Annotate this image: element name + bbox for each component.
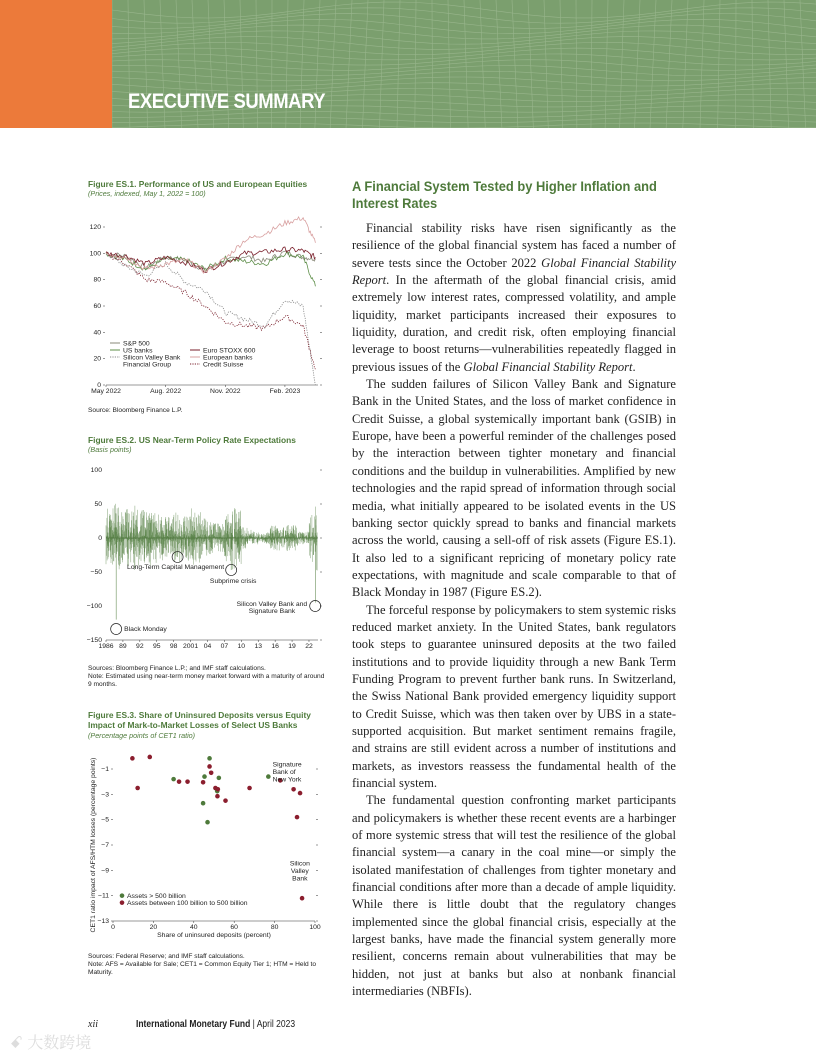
mesh-line [605, 0, 608, 128]
x-tick-label: 100 [309, 924, 321, 931]
figure-es3-note: Note: AFS = Available for Sale; CET1 = Common Equity Tier 1; HTM = Held to Maturity. [88, 961, 317, 977]
publication-date: April 2023 [256, 1019, 296, 1030]
x-tick-label: 98 [169, 643, 178, 650]
mesh-line [768, 0, 771, 128]
figure-es2-chart [88, 462, 328, 657]
figure-es2-source: Sources: Bloomberg Finance L.P.; and IMF staff calculations. [88, 665, 266, 672]
x-tick-label: 19 [288, 643, 296, 650]
mesh-line [415, 0, 416, 128]
annotation-label: Black Monday [124, 626, 167, 633]
annotation-label: Silicon [289, 860, 310, 868]
legend-label: US banks [123, 347, 153, 355]
page-number: xii [88, 1019, 98, 1030]
x-tick-label: 89 [119, 643, 127, 650]
x-tick-label: Nov. 2022 [210, 388, 241, 395]
text-run: Financial stability risks have risen significantly as the resilience of the global financial system has faced a number of severe tests since the October 2022 [352, 221, 676, 270]
y-tick-label: −50 [90, 569, 102, 576]
annotation-label: Subprime crisis [209, 577, 257, 585]
separator: | [252, 1019, 255, 1030]
x-tick-label: 10 [237, 643, 246, 650]
mesh-line [666, 0, 672, 128]
legend-label: Assets between 100 billion to 500 billion [127, 899, 248, 907]
legend-label: Assets > 500 billion [127, 892, 186, 900]
mesh-line [112, 71, 816, 81]
data-point [205, 820, 210, 825]
rate-change-bars [106, 504, 317, 571]
legend-marker [120, 900, 125, 905]
data-point [223, 798, 228, 803]
y-tick-label: 40 [93, 329, 101, 337]
header-orange-block [0, 0, 112, 128]
legend-label: Credit Suisse [203, 361, 244, 369]
annotation-label: Silicon Valley Bank and [236, 601, 308, 608]
y-tick-label: 120 [89, 224, 101, 231]
mesh-line [112, 25, 816, 39]
y-tick-label: 80 [93, 276, 101, 284]
report-title: Global Financial Stability Report [463, 359, 633, 374]
x-tick-label: 0 [111, 924, 115, 931]
mesh-line [718, 0, 720, 128]
data-point [266, 774, 271, 779]
mesh-line [480, 0, 485, 128]
y-tick-label: 100 [89, 250, 101, 258]
figure-es3-chart [88, 752, 328, 952]
section-title: EXECUTIVE SUMMARY [128, 90, 326, 113]
y-tick-label: −11 [97, 892, 109, 900]
mesh-line [560, 0, 563, 128]
data-point [202, 774, 207, 779]
x-tick-label: 60 [230, 924, 238, 931]
figure-es1-source: Source: Bloomberg Finance L.P. [88, 407, 183, 414]
legend-label: Silicon Valley Bank [123, 354, 181, 362]
y-tick-label: 0 [98, 535, 102, 542]
annotation-circle [111, 624, 122, 635]
annotation-circle [310, 601, 321, 612]
mesh-line [591, 0, 592, 128]
paragraph-1 [352, 220, 676, 376]
mesh-line [512, 0, 518, 128]
mesh-line [576, 0, 577, 128]
paragraph-2: The sudden failures of Silicon Valley Bank and Signature Bank in the United States, and the loss of market confidence in Credit Suisse, a global systemically important bank (GSIB) in Europe, have been a powerful reminder of the challenges posed by the interaction between tighter monetary and financial conditions and the buildup in vulnerabilities. Amplified by new technologies and the rapid spread of information through social media, what initially appeared to be isolated events in the US banking sector quickly spread to banks and financial markets across the world, causing a sell-off of risk assets (Figure ES.1). It also led to a significant repricing of monetary policy rate expectations, with magnitude and scale comparable to that of Black Monday in 1987 (Figure ES.2). [352, 377, 676, 600]
figure-es1-chart [88, 215, 328, 400]
figure-es2-note: Note: Estimated using near-term money market forward with a maturity of around 9 months. [88, 673, 325, 689]
data-point [298, 791, 303, 796]
figure-es1-title: Figure ES.1. Performance of US and European Equities [88, 179, 308, 189]
annotation-label: Bank of [272, 768, 296, 776]
figure-es3-title: Figure ES.3. Share of Uninsured Deposits versus Equity Impact of Mark-to-Market Losses of Select US Banks [88, 710, 311, 730]
y-axis-label: CET1 ratio impact of AFS/HTM losses (percentage points) [90, 757, 97, 933]
x-tick-label: 13 [254, 643, 263, 650]
mesh-line [362, 0, 368, 128]
mesh-line [112, 54, 816, 65]
mesh-line [346, 0, 352, 128]
x-tick-label: 07 [220, 643, 229, 650]
mesh-line [112, 65, 816, 75]
x-tick-label: 92 [136, 643, 144, 650]
mesh-line [544, 0, 548, 128]
x-tick-label: 04 [203, 643, 212, 650]
data-point [201, 780, 206, 785]
figure-es2-title: Figure ES.2. US Near-Term Policy Rate Expectations [88, 435, 296, 445]
y-tick-label: −13 [97, 918, 109, 925]
publisher: International Monetary Fund [136, 1019, 251, 1030]
figure-es1-subtitle: (Prices, indexed, May 1, 2022 = 100) [88, 189, 206, 198]
mesh-line [683, 0, 688, 128]
y-tick-label: −3 [101, 791, 109, 799]
data-point [247, 786, 252, 791]
y-tick-label: −100 [86, 603, 102, 610]
data-point [201, 801, 206, 806]
legend-label: Financial Group [123, 361, 171, 369]
annotation-label: New York [272, 776, 302, 784]
data-point [209, 771, 214, 776]
legend-label: Euro STOXX 600 [203, 347, 256, 355]
data-point [171, 777, 176, 782]
mesh-line [112, 123, 816, 128]
data-point [216, 787, 221, 792]
mesh-line [112, 117, 816, 122]
data-point [135, 786, 140, 791]
footer-publication [136, 1019, 295, 1030]
watermark-logo: ꗃ 大数跨境 [10, 1035, 92, 1052]
mesh-line [752, 0, 753, 128]
data-point [300, 896, 305, 901]
paragraph-3: The forceful response by policymakers to stem systemic risks reduced market anxiety. In the United States, bank regulators took steps to guarantee uninsured deposits at the two failed institutions and to provide liquidity through a new Bank Term Funding Program to prevent further bank runs. In Switzerland, the Swiss National Bank provided emergency liquidity support to Credit Suisse, which was then taken over by UBS in a state-supported acquisition. But market sentiment remains fragile, and strains are still evident across a number of institutions and markets, as investors reassess the fundamental health of the financial system. [352, 602, 676, 790]
x-tick-label: 22 [305, 643, 313, 650]
x-tick-label: 95 [152, 643, 161, 650]
annotation-label: Long-Term Capital Management [127, 564, 225, 572]
y-tick-label: 50 [94, 501, 102, 508]
series-line [106, 247, 315, 272]
x-tick-label: 20 [149, 924, 158, 931]
data-point [130, 756, 135, 761]
data-point [207, 764, 212, 769]
y-tick-label: 100 [90, 467, 102, 474]
y-tick-label: −1 [101, 766, 109, 773]
figure-es3-subtitle: (Percentage points of CET1 ratio) [88, 731, 196, 740]
report-title: Global Financial Stability Report [352, 255, 677, 288]
y-tick-label: −150 [86, 637, 102, 644]
annotation-label: Signature Bank [248, 608, 296, 615]
x-tick-label: 16 [271, 643, 279, 650]
y-tick-label: −5 [101, 816, 109, 824]
x-tick-label: 80 [270, 924, 279, 931]
data-point [295, 815, 300, 820]
legend-label: S&P 500 [123, 340, 150, 348]
y-tick-label: −9 [101, 867, 109, 875]
mesh-line [380, 0, 384, 128]
article-heading: A Financial System Tested by Higher Inflation and Interest Rates [352, 178, 657, 211]
x-tick-label: 40 [190, 924, 198, 931]
x-tick-label: May 2022 [91, 388, 121, 395]
mesh-line [397, 0, 400, 128]
x-tick-label: Aug. 2022 [150, 388, 182, 395]
annotation-label: Signature [272, 761, 302, 769]
figure-es2-subtitle: (Basis points) [88, 445, 132, 454]
mesh-line [528, 0, 533, 128]
y-tick-label: 60 [93, 303, 101, 310]
mesh-line [735, 0, 736, 128]
data-point [207, 756, 212, 761]
x-tick-label: 2001 [183, 643, 199, 650]
legend-marker [120, 893, 125, 898]
article-column [352, 178, 676, 1000]
data-point [147, 755, 152, 760]
data-point [215, 794, 220, 799]
mesh-line [496, 0, 502, 128]
x-tick-label: 1986 [98, 643, 114, 650]
y-tick-label: 0 [97, 382, 101, 389]
series-line [106, 252, 315, 286]
y-tick-label: −7 [101, 842, 109, 849]
mesh-line [112, 77, 816, 86]
y-tick-label: 20 [93, 355, 101, 363]
text-run: . [632, 359, 636, 374]
mesh-line [112, 8, 816, 23]
mesh-line [635, 0, 640, 128]
x-tick-label: Feb. 2023 [269, 388, 301, 395]
annotation-label: Bank [292, 875, 308, 883]
legend-label: European banks [203, 354, 253, 362]
data-point [291, 787, 296, 792]
data-point [217, 776, 222, 781]
mesh-line [112, 60, 816, 71]
text-run: . In the aftermath of the global financial crisis, amid extremely low interest rates, compressed volatility, and ample liquidity, market participants increased their exposures to liquidity, duration, and credit risk, often employing financial leverage to boost returns—vulnerabilities repeatedly flagged in previous issues of the [352, 273, 676, 374]
series-line [106, 217, 315, 273]
mesh-line [650, 0, 656, 128]
paragraph-4: The fundamental question confronting market participants and policymakers is whether these recent events are a harbinger of more systemic stress that will test the resilience of the global financial system—a canary in the coal mine—or simply the isolated manifestation of challenges from tighter monetary and financial conditions after more than a decade of ample liquidity. While there is little doubt that the regulatory changes implemented since the global financial crisis, especially at the largest banks, have made the financial system generally more resilient, concerns remain about vulnerabilities that may be hidden, not just at banks but also at nonbank financial intermediaries (NBFIs). [352, 793, 676, 999]
mesh-line [464, 0, 468, 128]
data-point [177, 779, 182, 784]
data-point [185, 779, 190, 784]
figure-es3-source: Sources: Federal Reserve; and IMF staff calculations. [88, 953, 245, 960]
annotation-label: Valley [290, 867, 309, 875]
x-axis-label: Share of uninsured deposits (percent) [157, 932, 271, 939]
